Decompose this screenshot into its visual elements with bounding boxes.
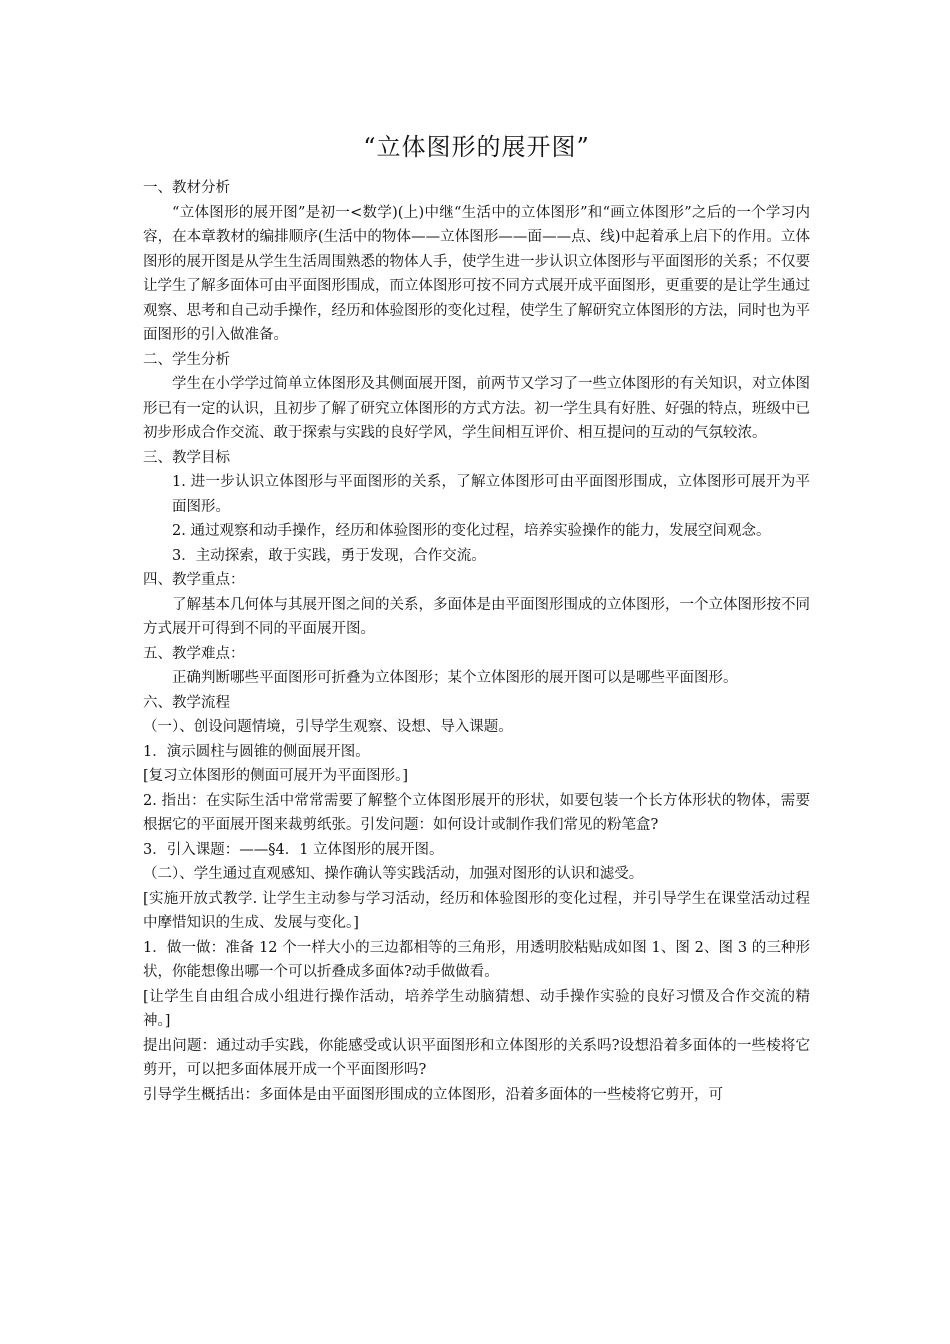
difficulties-paragraph: 正确判断哪些平面图形可折叠为立体图形；某个立体图形的展开图可以是哪些平面图形。 [172, 670, 738, 686]
section-heading-textbook-analysis: 一、教材分析 [143, 180, 230, 196]
student-analysis-paragraph: 学生在小学学过简单立体图形及其侧面展开图，前两节又学习了一些立体图形的有关知识，对立体图形已有一定的认识，且初步了解了研究立体图形的方式方法。初一学生具有好胜、好强的特点，班级中已初步形成合作交流、敢于探索与实践的良好学风，学生间相互评价、相互提问的互动的气氛较浓。 [143, 376, 810, 441]
process-line: 1．做一做：准备 12 个一样大小的三边都相等的三角形，用透明胶粘贴成如图 1、图 2、图 3 的三种形状，你能想像出哪一个可以折叠成多面体?动手做做看。 [143, 939, 810, 980]
process-line: （二）、学生通过直观感知、操作确认等实践活动，加强对图形的认识和滤受。 [143, 866, 644, 882]
goal-item: 2. 通过观察和动手操作，经历和体验图形的变化过程，培养实验操作的能力，发展空间观念。 [172, 523, 771, 539]
process-line: [实施开放式教学. 让学生主动参与学习活动，经历和体验图形的变化过程，并引导学生在课堂活动过程中摩惜知识的生成、发展与变化。] [143, 890, 810, 931]
textbook-analysis-paragraph: “立体图形的展开图”是初一<数学)(上)中继“生活中的立体图形”和“画立体图形”之后的一个学习内容，在本章教材的编排顺序(生活中的物体——立体图形——面——点、线)中起着承上启下的作用。立体图形的展开图是从学生生活周围熟悉的物体人手，使学生进一步认识立体图形与平面图形的关系；不仅要让学生了解多面体可由平面图形围成，而立体图形可按不同方式展开成平面图形，更重要的是让学生通过观察、思考和自己动手操作，经历和体验图形的变化过程，使学生了解研究立体图形的方法，同时也为平面图形的引入做准备。 [143, 204, 810, 343]
process-line: 3．引入课题：——§4．1 立体图形的展开图。 [143, 841, 444, 858]
key-points-paragraph: 了解基本几何体与其展开图之间的关系，多面体是由平面图形围成的立体图形，一个立体图形按不同方式展开可得到不同的平面展开图。 [143, 596, 810, 637]
process-line: 1．演示圆柱与圆锥的侧面展开图。 [143, 743, 370, 760]
process-line: [复习立体图形的侧面可展开为平面图形。] [143, 768, 409, 784]
section-heading-difficulties: 五、教学难点： [143, 645, 245, 662]
process-line: 2. 指出：在实际生活中常常需要了解整个立体图形展开的形状，如要包装一个长方体形状的物体，需要根据它的平面展开图来裁剪纸张。引发问题：如何设计或制作我们常见的粉笔盒? [143, 792, 810, 833]
process-line: （一）、创设问题情境，引导学生观察、设想、导入课题。 [143, 719, 513, 735]
page-title: “立体图形的展开图” [363, 133, 590, 161]
section-heading-key-points: 四、教学重点： [143, 572, 245, 588]
section-heading-student-analysis: 二、学生分析 [143, 351, 230, 368]
section-heading-teaching-goals: 三、教学目标 [143, 449, 230, 466]
process-line: 引导学生概括出：多面体是由平面图形围成的立体图形，沿着多面体的一些棱将它剪开，可 [143, 1086, 723, 1103]
process-line: 提出问题：通过动手实践，你能感受或认识平面图形和立体图形的关系吗?设想沿着多面体的一些棱将它剪开，可以把多面体展开成一个平面图形吗? [143, 1037, 810, 1078]
goal-item: 3．主动探索，敢于实践，勇于发现，合作交流。 [172, 547, 486, 564]
document-page [143, 130, 810, 1107]
process-line: [让学生自由组合成小组进行操作活动，培养学生动脑猜想、动手操作实验的良好习惯及合作交流的精神。] [143, 988, 810, 1029]
goal-item: 1. 进一步认识立体图形与平面图形的关系，了解立体图形可由平面图形围成，立体图形可展开为平面图形。 [172, 474, 810, 515]
section-heading-teaching-process: 六、教学流程 [143, 694, 230, 711]
